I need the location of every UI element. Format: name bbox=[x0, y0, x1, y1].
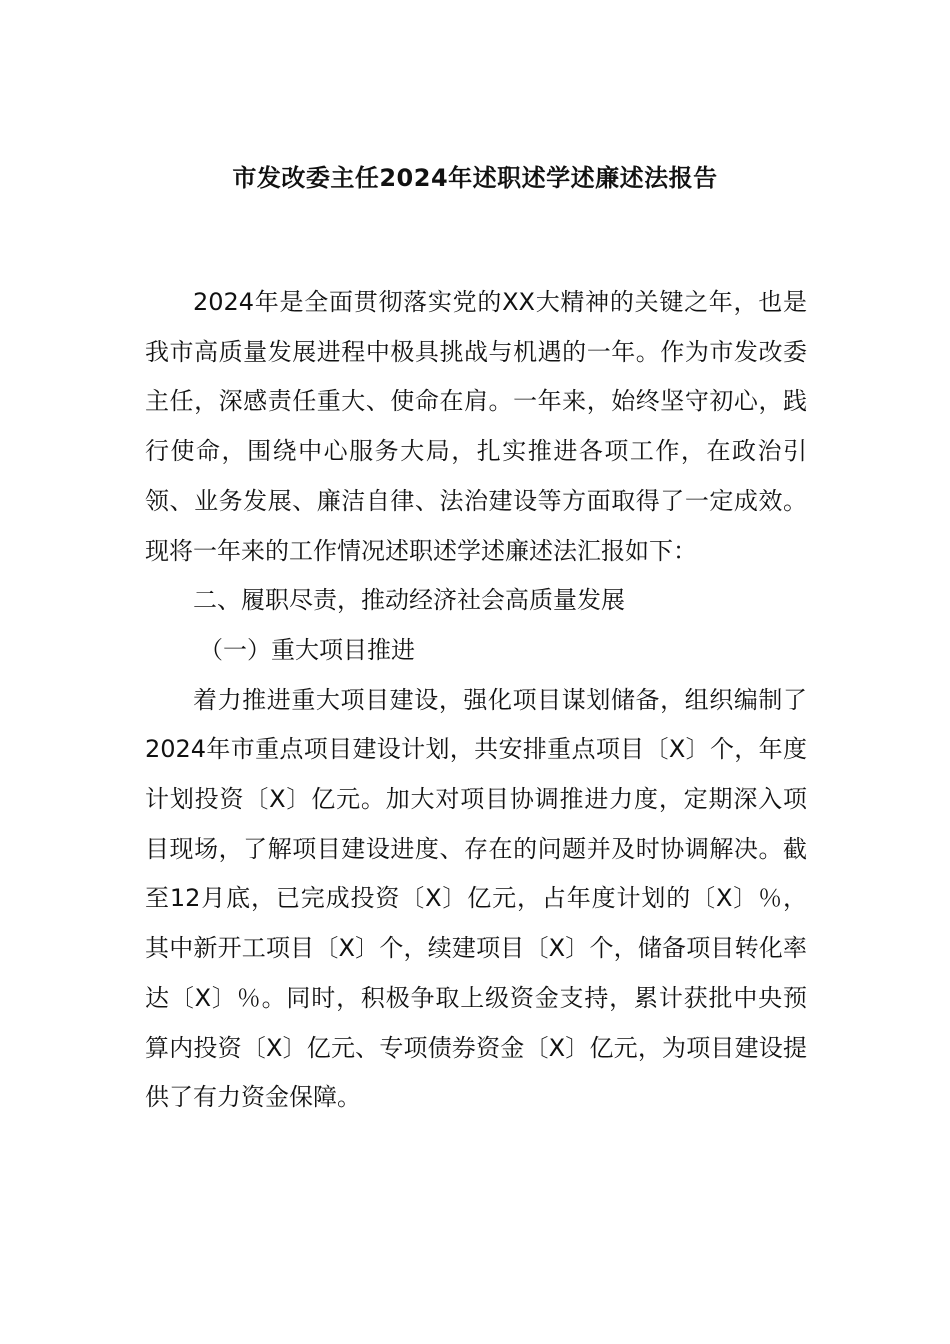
document-body bbox=[145, 278, 807, 1123]
project-paragraph: 着力推进重大项目建设，强化项目谋划储备，组织编制了2024年市重点项目建设计划，共安排重点项目〔X〕个，年度计划投资〔X〕亿元。加大对项目协调推进力度，定期深入项目现场，了解项目建设进度、存在的问题并及时协调解决。截至12月底，已完成投资〔X〕亿元，占年度计划的〔X〕％，其中新开工项目〔X〕个，续建项目〔X〕个，储备项目转化率达〔X〕％。同时，积极争取上级资金支持，累计获批中央预算内投资〔X〕亿元、专项债券资金〔X〕亿元，为项目建设提供了有力资金保障。 bbox=[145, 685, 807, 1112]
section-heading: 二、履职尽责，推动经济社会高质量发展 bbox=[193, 586, 625, 615]
subsection-heading: （一）重大项目推进 bbox=[199, 635, 415, 664]
intro-paragraph: 2024年是全面贯彻落实党的XX大精神的关键之年，也是我市高质量发展进程中极具挑战与机遇的一年。作为市发改委主任，深感责任重大、使命在肩。一年来，始终坚守初心，践行使命，围绕中心服务大局，扎实推进各项工作，在政治引领、业务发展、廉洁自律、法治建设等方面取得了一定成效。现将一年来的工作情况述职述学述廉述法汇报如下： bbox=[145, 288, 807, 565]
document-title: 市发改委主任2024年述职述学述廉述法报告 bbox=[232, 164, 718, 192]
